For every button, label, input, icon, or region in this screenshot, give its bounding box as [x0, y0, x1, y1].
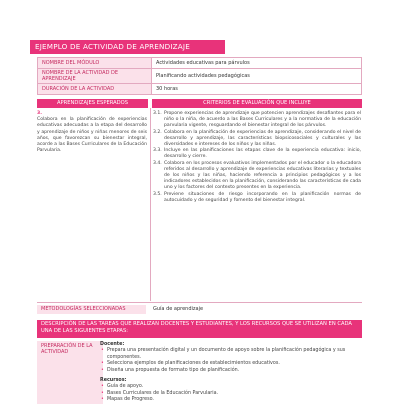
preparation-label: PREPARACIÓN DE LA ACTIVIDAD	[37, 341, 103, 404]
list-item: • Mapas de Progreso.	[100, 397, 358, 403]
list-item: • Diseña una propuesta de formato tipo de planificación.	[100, 368, 358, 374]
preparation-content	[100, 342, 358, 404]
criterion-number: 3.4.	[153, 160, 162, 166]
info-row	[38, 58, 362, 69]
criterion-text: Incluye en las planificaciones las etapas clave de la experiencia educativa: inicio, desarrollo y cierre.	[164, 148, 361, 160]
expected-learning-cell	[37, 111, 147, 154]
info-label: NOMBRE DEL MÓDULO	[38, 58, 152, 69]
criterion-item	[153, 130, 361, 149]
learning-number: 3.	[37, 111, 42, 116]
list-item: • Selecciona ejemplos de planificaciones de establecimientos educativos.	[100, 361, 358, 367]
info-row	[38, 69, 362, 84]
criterion-text: Colabora en los procesos evaluativos implementados por el educador o la educadora referidos al desarrollo y aprendizaje de experiencias educativas literarias y textuales de los niños y las niñas, haciendo referencia a principios pedagógicos y a los indicadores establecidos en la planificación, considerando las características de cada uno y los factores del contexto presentes en la experiencia.	[164, 160, 361, 191]
expected-learning-header: APRENDIZAJES ESPERADOS	[37, 99, 148, 108]
info-row	[38, 84, 362, 95]
list-item: • Bases Curriculares de la Educación Parvularia.	[100, 391, 358, 397]
tasks-description-header: DESCRIPCIÓN DE LAS TAREAS QUE REALIZAN DOCENTES Y ESTUDIANTES, Y LOS RECURSOS QUE SE UTILIZAN EN CADA UNA DE LAS SIGUIENTES ETAPAS:	[37, 320, 362, 338]
activity-banner: EJEMPLO DE ACTIVIDAD DE APRENDIZAJE	[30, 40, 225, 54]
column-divider	[150, 108, 151, 301]
methodology-label: METODOLOGÍAS SELECCIONADAS	[37, 305, 146, 314]
info-label: NOMBRE DE LA ACTIVIDAD DE APRENDIZAJE	[38, 69, 152, 84]
criterion-number: 3.5.	[153, 191, 162, 197]
criteria-cell	[153, 111, 361, 204]
methodology-value: Guía de aprendizaje	[153, 306, 204, 312]
recursos-heading: Recursos:	[100, 378, 127, 384]
info-label: DURACIÓN DE LA ACTIVIDAD	[38, 84, 152, 95]
list-item: • Prepara una presentación digital y un documento de apoyo sobre la planificación pedagógica y sus componentes.	[100, 348, 358, 361]
criterion-item	[153, 148, 361, 160]
docente-heading: Docente:	[100, 342, 125, 347]
info-value: Actividades educativas para párvulos	[152, 58, 362, 69]
criterion-text: Colabora en la planificación de experiencias de aprendizaje, considerando el nivel de desarrollo y aprendizaje, las características biopsicosociales y culturales y las diversidades e intereses de los niños y las niñas.	[164, 129, 361, 148]
row-divider	[37, 302, 362, 303]
learning-text: Colabora en la planificación de experiencias educativas adecuadas a la etapa del desarrollo y aprendizaje de niños y niñas menores de seis años, que favorezcan su bienestar integral, acorde a las Bases Curriculares de la Educación Parvularia.	[37, 117, 147, 154]
criteria-header: CRITERIOS DE EVALUACIÓN QUE INCLUYE	[152, 99, 362, 108]
criterion-text: Previene situaciones de riesgo incorporando en la planificación normas de autocuidado y de seguridad y fomento del bienestar integral.	[164, 191, 361, 203]
criterion-number: 3.2.	[153, 129, 162, 135]
criterion-item	[153, 161, 361, 192]
criterion-text: Propone experiencias de aprendizaje que potencien aprendizajes desafiantes para el niño o la niña, de acuerdo a las Bases Curriculares y a la normativa de la educación parvularia vigente, resguardando el bienestar integral de los párvulos.	[164, 111, 361, 129]
module-info-table	[37, 57, 362, 95]
info-value: Planificando actividades pedagógicas	[152, 69, 362, 84]
info-value: 30 horas	[152, 84, 362, 95]
criterion-item	[153, 192, 361, 204]
list-item: • Guía de apoyo.	[100, 384, 358, 390]
criterion-number: 3.3.	[153, 148, 162, 154]
criterion-item	[153, 111, 361, 130]
criterion-number: 3.1.	[153, 111, 162, 116]
